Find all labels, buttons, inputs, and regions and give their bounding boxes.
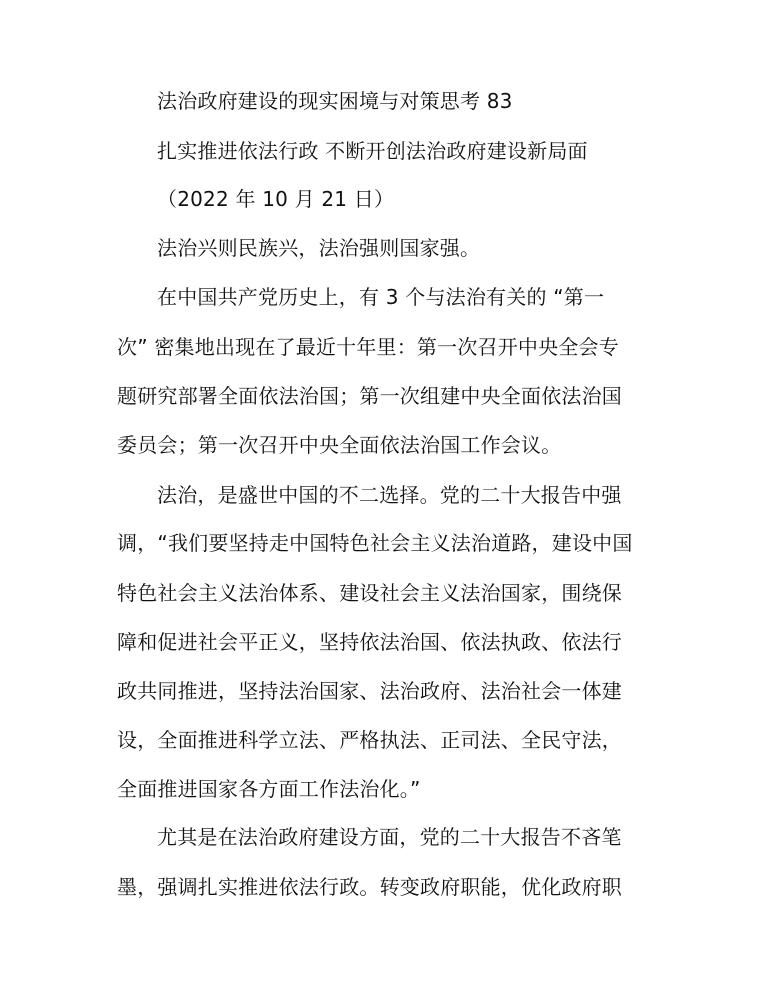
paragraph-line: 特色社会主义法治体系、建设社会主义法治国家，围绕保	[117, 581, 622, 605]
paragraph-line: 次” 密集地出现在了最近十年里：第一次召开中央全会专	[117, 335, 619, 359]
paragraph-line: 设，全面推进科学立法、严格执法、正司法、全民守法，	[117, 728, 622, 752]
paragraph-line: 题研究部署全面依法治国；第一次组建中央全面依法治国	[117, 384, 622, 408]
article-title: 扎实推进依法行政 不断开创法治政府建设新局面	[157, 139, 588, 163]
paragraph-line: 尤其是在法治政府建设方面，党的二十大报告不吝笔	[157, 825, 622, 849]
paragraph-line: 全面推进国家各方面工作法治化。”	[117, 777, 421, 801]
paragraph-line: 墨，强调扎实推进依法行政。转变政府职能，优化政府职	[117, 875, 622, 899]
paragraph-line: 法治，是盛世中国的不二选择。党的二十大报告中强	[157, 483, 622, 507]
article-date: （2022 年 10 月 21 日）	[157, 187, 395, 211]
paragraph-line: 政共同推进，坚持法治国家、法治政府、法治社会一体建	[117, 679, 622, 703]
paragraph-line: 委员会；第一次召开中央全面依法治国工作会议。	[117, 433, 562, 457]
paragraph-line: 法治兴则民族兴，法治强则国家强。	[157, 236, 481, 260]
running-header: 法治政府建设的现实困境与对策思考 83	[157, 89, 513, 113]
paragraph-line: 障和促进社会平正义，坚持依法治国、依法执政、依法行	[117, 630, 622, 654]
paragraph-line: 调，“我们要坚持走中国特色社会主义法治道路，建设中国	[117, 531, 633, 555]
paragraph-line: 在中国共产党历史上，有 3 个与法治有关的 “第一	[157, 285, 605, 309]
